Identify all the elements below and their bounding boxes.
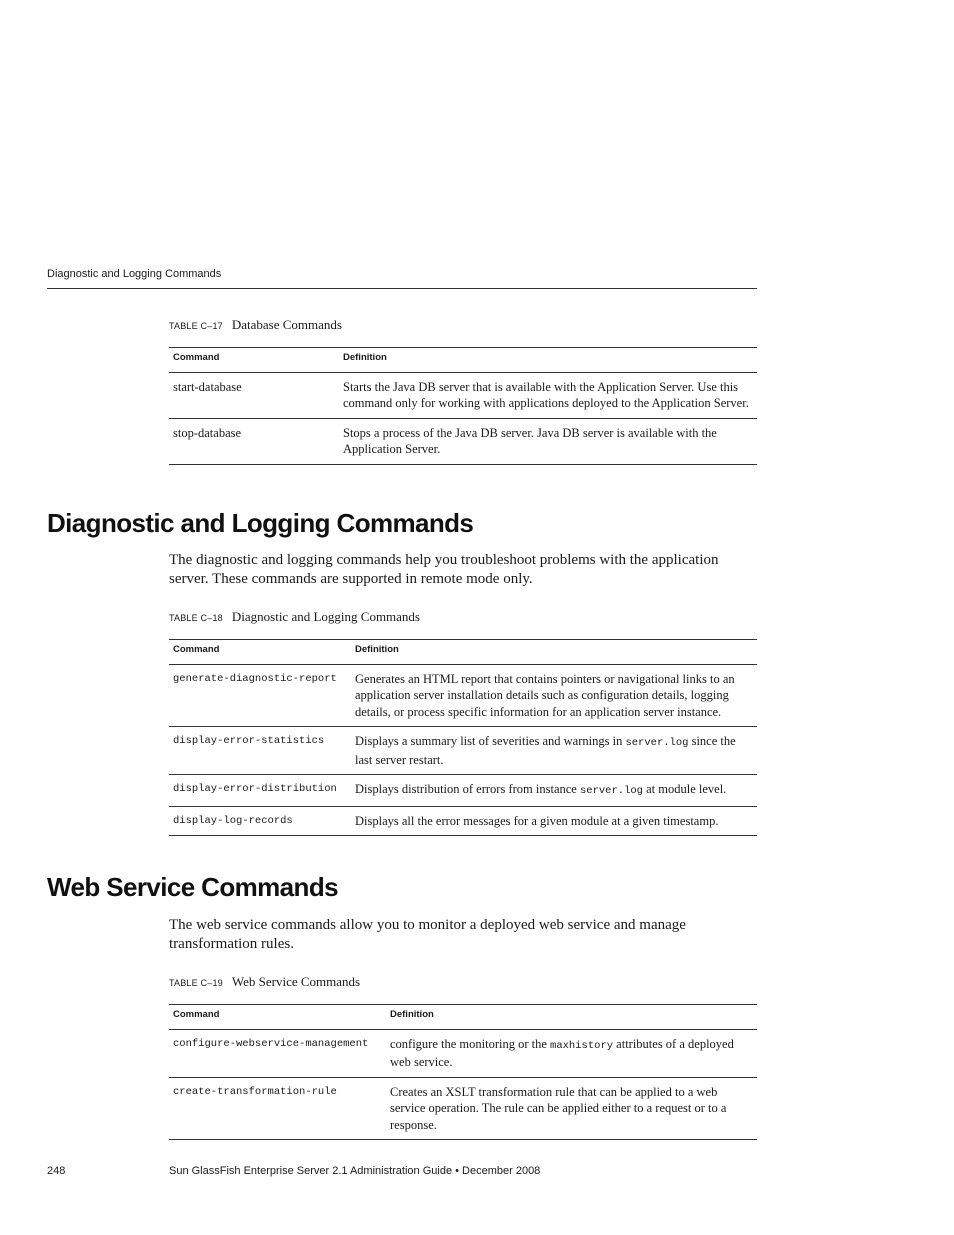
database-commands-table bbox=[169, 347, 757, 465]
definition-cell: Stops a process of the Java DB server. Java DB server is available with the Application Server. bbox=[339, 418, 757, 464]
table-row bbox=[169, 1077, 757, 1140]
definition-text: Displays distribution of errors from instance bbox=[355, 782, 580, 796]
command-cell: display-log-records bbox=[169, 806, 351, 836]
definition-cell bbox=[386, 1029, 757, 1077]
footer-page-number: 248 bbox=[47, 1165, 66, 1177]
command-cell: start-database bbox=[169, 372, 339, 418]
table-label: TABLE C–17 bbox=[169, 321, 223, 331]
column-header-command: Command bbox=[169, 348, 339, 373]
definition-cell: Creates an XSLT transformation rule that can be applied to a web service operation. The rule can be applied either to a request or to a response. bbox=[386, 1077, 757, 1140]
table-caption-webservice bbox=[169, 974, 360, 990]
inline-code: maxhistory bbox=[550, 1039, 614, 1052]
table-caption-database bbox=[169, 317, 342, 333]
definition-cell: Generates an HTML report that contains pointers or navigational links to an application server installation details such as configuration details, logging details, or process specific information for an application server instance. bbox=[351, 664, 757, 727]
section-body-diagnostic: The diagnostic and logging commands help you troubleshoot problems with the application server. These commands are supported in remote mode only. bbox=[169, 552, 719, 587]
definition-cell: Starts the Java DB server that is available with the Application Server. Use this command only for working with applications deployed to the Application Server. bbox=[339, 372, 757, 418]
table-row bbox=[169, 418, 757, 464]
table-header-row bbox=[169, 348, 757, 373]
definition-cell: Displays all the error messages for a given module at a given timestamp. bbox=[351, 806, 757, 836]
table-row bbox=[169, 775, 757, 807]
table-header-row bbox=[169, 640, 757, 665]
command-cell: create-transformation-rule bbox=[169, 1077, 386, 1140]
definition-cell bbox=[351, 775, 757, 807]
definition-text: at module level. bbox=[642, 782, 727, 796]
column-header-command: Command bbox=[169, 1005, 386, 1030]
command-cell: generate-diagnostic-report bbox=[169, 664, 351, 727]
table-title: Diagnostic and Logging Commands bbox=[231, 609, 420, 624]
table-row bbox=[169, 664, 757, 727]
running-header: Diagnostic and Logging Commands bbox=[47, 268, 757, 289]
command-cell: display-error-statistics bbox=[169, 727, 351, 775]
section-heading-webservice: Web Service Commands bbox=[47, 872, 338, 902]
footer-title: Sun GlassFish Enterprise Server 2.1 Administration Guide • December 2008 bbox=[169, 1165, 541, 1177]
table-row bbox=[169, 372, 757, 418]
table-row bbox=[169, 1029, 757, 1077]
column-header-definition: Definition bbox=[351, 640, 757, 665]
section-heading-diagnostic: Diagnostic and Logging Commands bbox=[47, 508, 474, 538]
table-row bbox=[169, 806, 757, 836]
command-cell: display-error-distribution bbox=[169, 775, 351, 807]
table-row bbox=[169, 727, 757, 775]
column-header-command: Command bbox=[169, 640, 351, 665]
column-header-definition: Definition bbox=[339, 348, 757, 373]
inline-code: server.log bbox=[625, 737, 689, 749]
table-title: Web Service Commands bbox=[231, 974, 361, 989]
command-cell: configure-webservice-management bbox=[169, 1029, 386, 1077]
inline-code: server.log bbox=[579, 785, 643, 797]
command-cell: stop-database bbox=[169, 418, 339, 464]
webservice-commands-table bbox=[169, 1004, 757, 1140]
table-label: TABLE C–19 bbox=[169, 978, 223, 988]
diagnostic-commands-table bbox=[169, 639, 757, 836]
table-title: Database Commands bbox=[231, 317, 342, 332]
definition-cell bbox=[351, 727, 757, 775]
section-body-webservice: The web service commands allow you to monitor a deployed web service and manage transformation rules. bbox=[169, 917, 686, 952]
column-header-definition: Definition bbox=[386, 1005, 757, 1030]
definition-text: since the last server restart. bbox=[355, 734, 736, 767]
definition-text: attributes of a deployed web service. bbox=[390, 1036, 734, 1069]
table-label: TABLE C–18 bbox=[169, 613, 223, 623]
definition-text: Displays a summary list of severities and warnings in bbox=[355, 734, 626, 748]
table-caption-diagnostic bbox=[169, 609, 420, 625]
table-header-row bbox=[169, 1005, 757, 1030]
definition-text: configure the monitoring or the bbox=[390, 1036, 551, 1051]
